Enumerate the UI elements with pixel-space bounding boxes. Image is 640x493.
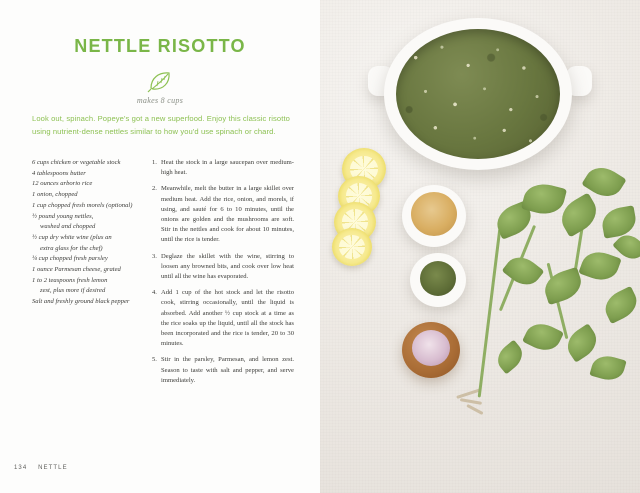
ingredient-item: 6 cups chicken or vegetable stock — [32, 159, 121, 166]
ingredient-item-cont: extra glass for the chef) — [40, 244, 103, 252]
instruction-step — [152, 288, 294, 349]
ingredient-item-cont: zest, plus more if desired — [40, 287, 106, 295]
step-number: 3. — [152, 252, 157, 260]
recipe-yield: makes 8 cups — [136, 96, 184, 105]
ingredient-item: 4 tablespoons butter — [32, 169, 86, 177]
ingredient-item: 12 ounces arborio rice — [32, 180, 93, 188]
ingredient-item: 1 ounce Parmesan cheese, grated — [32, 266, 121, 274]
step-text: Deglaze the skillet with the wine, stirring to loosen any browned bits, and cook over low heat until all the wine has evaporated. — [161, 252, 294, 281]
recipe-intro: Look out, spinach. Popeye's got a new superfood. Enjoy this classic risotto using nutrient-dense nettles similar to how you'd use spinach or chard. — [32, 114, 290, 136]
step-number: 1. — [152, 159, 157, 166]
page-footer — [14, 465, 68, 471]
ingredient-item: 1 onion, chopped — [32, 191, 78, 199]
step-number: 2. — [152, 185, 157, 193]
step-text: Stir in the parsley, Parmesan, and lemon zest. Season to taste with salt and pepper, and serve immediately. — [161, 356, 294, 384]
herb-contents — [420, 261, 456, 296]
page-title: NETTLE RISOTTO — [74, 36, 246, 56]
step-text: Heat the stock in a large saucepan over medium-high heat. — [161, 159, 294, 177]
instruction-step — [152, 355, 294, 386]
onion-contents — [412, 330, 450, 366]
ingredient-item: ½ cup dry white wine (plus an — [32, 233, 112, 241]
photo-page — [320, 0, 640, 493]
ingredient-item: 1 to 2 teaspoons fresh lemon — [32, 276, 108, 284]
step-text: Meanwhile, melt the butter in a large skillet over medium heat. Add the rice, onion, and morels, if using, and sauté for 6 to 10 minutes, until the onions are golden and the mushrooms are soft. Stir in the nettles and cook for about 10 minutes, until the rice is tender. — [161, 185, 294, 244]
instruction-step — [152, 184, 294, 245]
recipe-body — [32, 158, 294, 392]
ingredient-item: 1 cup chopped fresh morels (optional) — [32, 201, 133, 209]
ingredient-item: ¼ cup chopped fresh parsley — [32, 255, 108, 263]
instruction-step — [152, 158, 294, 178]
ingredient-item: ½ pound young nettles, — [32, 212, 94, 220]
step-number: 4. — [152, 289, 157, 297]
step-number: 5. — [152, 356, 157, 364]
page-number: 134 — [14, 465, 28, 471]
chapter-name: NETTLE — [38, 465, 68, 471]
risotto-texture — [396, 29, 560, 159]
instructions-list — [152, 158, 294, 392]
parmesan-contents — [411, 192, 457, 236]
instruction-step — [152, 252, 294, 283]
ingredients-list — [32, 158, 136, 392]
lemon-slice — [332, 228, 372, 266]
step-text: Add 1 cup of the hot stock and let the risotto cook, stirring occasionally, until the liquid is absorbed. Add another ½ cup stock at a time as the rice soaks up the liquid, until all the stock has been incorporated and the rice is tender, 20 to 30 minutes. — [161, 289, 294, 348]
ingredient-item: Salt and freshly ground black pepper — [32, 298, 130, 306]
risotto-food — [396, 29, 560, 159]
leaf-icon — [145, 68, 175, 94]
ingredient-item-cont: washed and chopped — [40, 223, 96, 231]
